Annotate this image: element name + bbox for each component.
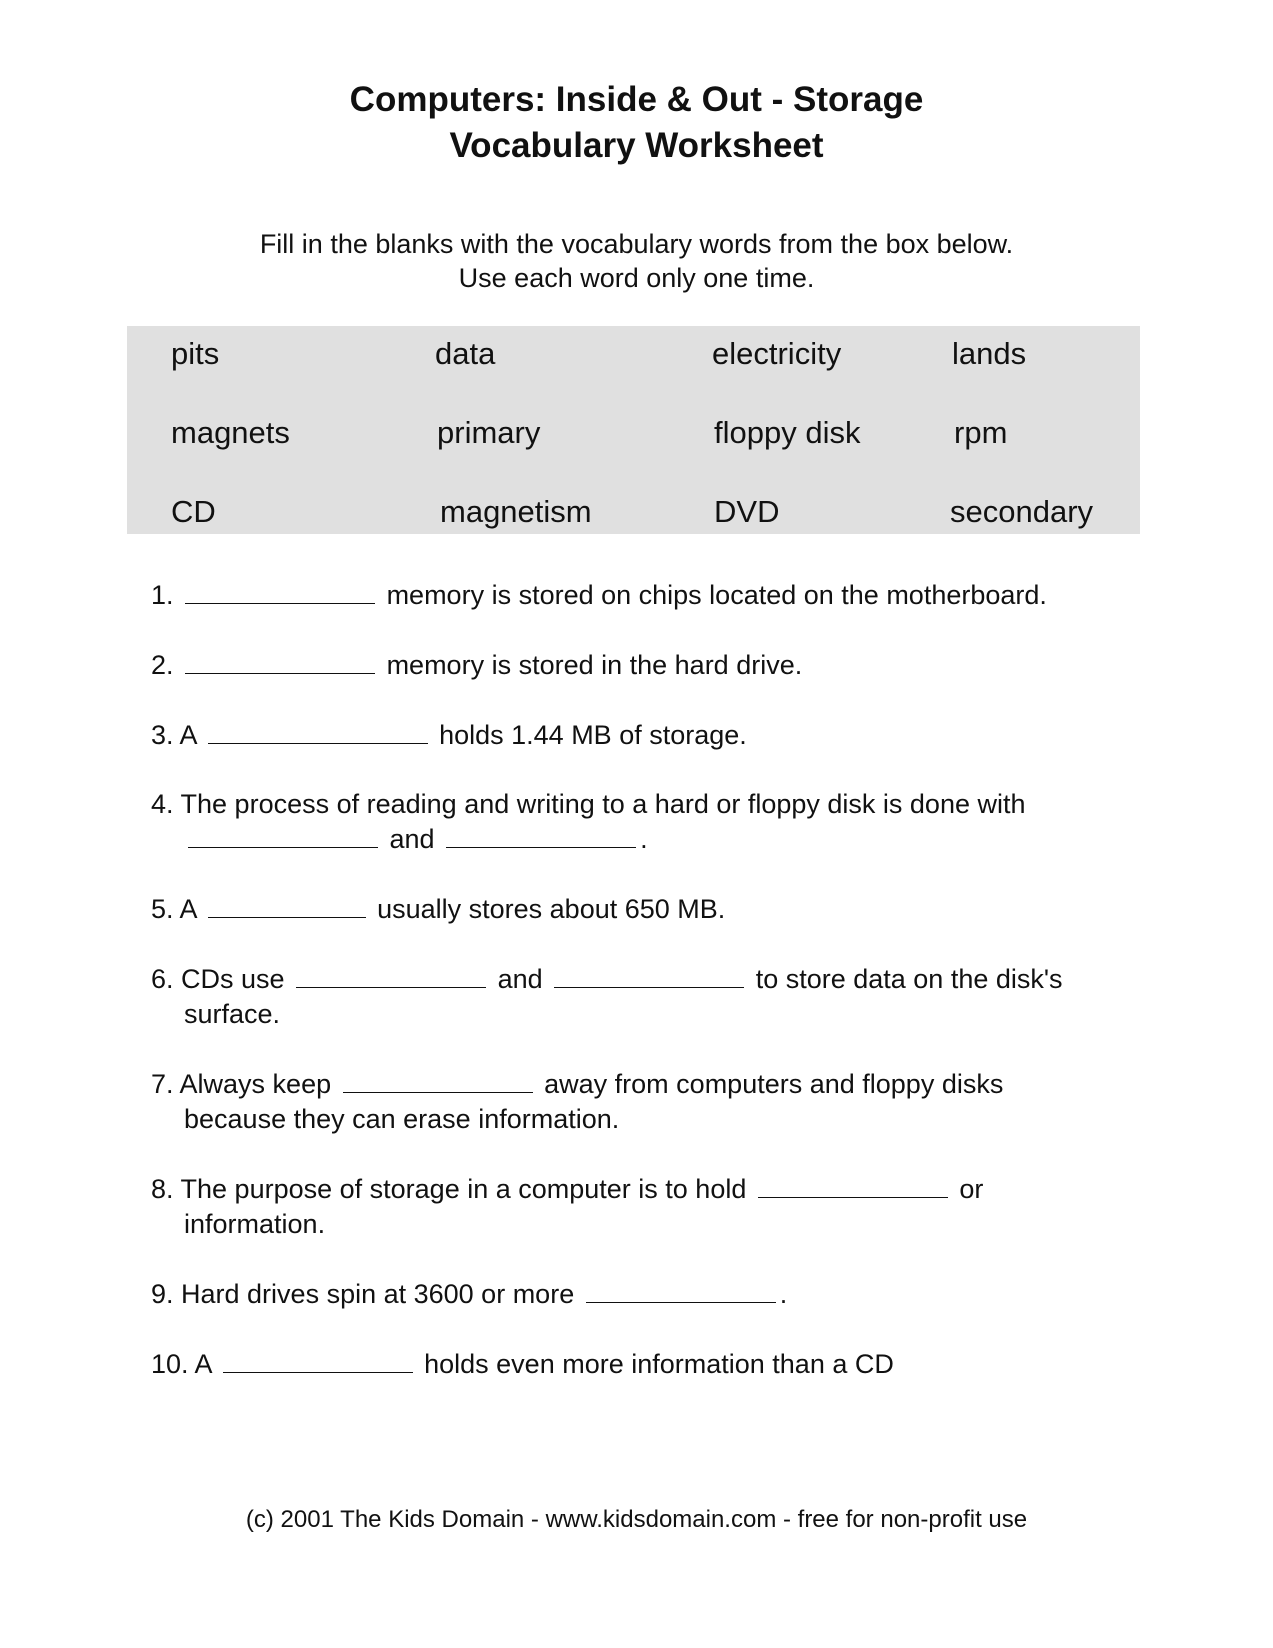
- word-bank-item: CD: [171, 494, 216, 529]
- answer-blank[interactable]: [554, 965, 744, 988]
- word-bank: [127, 326, 1140, 534]
- question-1: [151, 578, 1047, 613]
- question-6: [151, 962, 1063, 1032]
- question-number: 3. A: [151, 720, 197, 750]
- word-bank-item: electricity: [712, 336, 842, 371]
- question-number: 6. CDs use: [151, 964, 285, 994]
- answer-blank[interactable]: [343, 1070, 533, 1093]
- question-3: [151, 718, 747, 753]
- question-8: [151, 1172, 983, 1242]
- question-text: .: [779, 1279, 788, 1309]
- copyright-footer: (c) 2001 The Kids Domain - www.kidsdomain.com - free for non-profit use: [245, 1506, 1028, 1533]
- question-text: or: [959, 1174, 984, 1204]
- question-text: holds even more information than a CD: [424, 1349, 894, 1379]
- word-bank-item: rpm: [954, 415, 1008, 450]
- word-bank-item: floppy disk: [714, 415, 861, 450]
- answer-blank[interactable]: [185, 581, 375, 604]
- question-continuation: surface.: [184, 999, 281, 1029]
- question-number: 9. Hard drives spin at 3600 or more: [151, 1279, 575, 1309]
- question-text: and: [497, 964, 543, 994]
- question-text: memory is stored on chips located on the motherboard.: [386, 580, 1047, 610]
- answer-blank[interactable]: [586, 1280, 776, 1303]
- answer-blank[interactable]: [208, 895, 366, 918]
- question-text: .: [640, 824, 648, 854]
- answer-blank[interactable]: [446, 825, 636, 848]
- question-9: [151, 1277, 787, 1312]
- question-2: [151, 648, 802, 683]
- question-10: [151, 1347, 894, 1382]
- word-bank-item: DVD: [714, 494, 780, 529]
- question-7: [151, 1067, 1003, 1137]
- answer-blank[interactable]: [185, 651, 375, 674]
- word-bank-item: data: [435, 336, 496, 371]
- question-5: [151, 892, 725, 927]
- question-text: away from computers and floppy disks: [544, 1069, 1004, 1099]
- question-continuation: information.: [184, 1209, 326, 1239]
- question-text: to store data on the disk's: [755, 964, 1063, 994]
- instructions-line-2: Use each word only one time.: [458, 263, 815, 293]
- instructions-line-1: Fill in the blanks with the vocabulary words from the box below.: [259, 229, 1014, 259]
- answer-blank[interactable]: [208, 721, 428, 744]
- answer-blank[interactable]: [188, 825, 378, 848]
- page-subtitle: Vocabulary Worksheet: [449, 126, 824, 165]
- question-text: usually stores about 650 MB.: [377, 894, 726, 924]
- question-continuation: [151, 822, 1026, 857]
- word-bank-item: magnetism: [440, 494, 592, 529]
- answer-blank[interactable]: [223, 1350, 413, 1373]
- word-bank-item: magnets: [171, 415, 290, 450]
- question-number: 1.: [151, 580, 174, 610]
- question-number: 2.: [151, 650, 174, 680]
- question-number: 10. A: [151, 1349, 212, 1379]
- word-bank-item: secondary: [950, 494, 1094, 529]
- question-number: 7. Always keep: [151, 1069, 332, 1099]
- question-text: memory is stored in the hard drive.: [386, 650, 803, 680]
- question-number: 8. The purpose of storage in a computer is to hold: [151, 1174, 747, 1204]
- question-text: holds 1.44 MB of storage.: [439, 720, 747, 750]
- word-bank-item: lands: [952, 336, 1027, 371]
- question-number: 5. A: [151, 894, 197, 924]
- question-continuation: because they can erase information.: [184, 1104, 620, 1134]
- page-title: Computers: Inside & Out - Storage: [349, 80, 924, 119]
- word-bank-item: primary: [437, 415, 541, 450]
- question-text: and: [389, 824, 435, 854]
- question-text: 4. The process of reading and writing to a hard or floppy disk is done with: [151, 789, 1026, 819]
- word-bank-item: pits: [171, 336, 220, 371]
- answer-blank[interactable]: [758, 1175, 948, 1198]
- question-4: [151, 787, 1026, 857]
- answer-blank[interactable]: [296, 965, 486, 988]
